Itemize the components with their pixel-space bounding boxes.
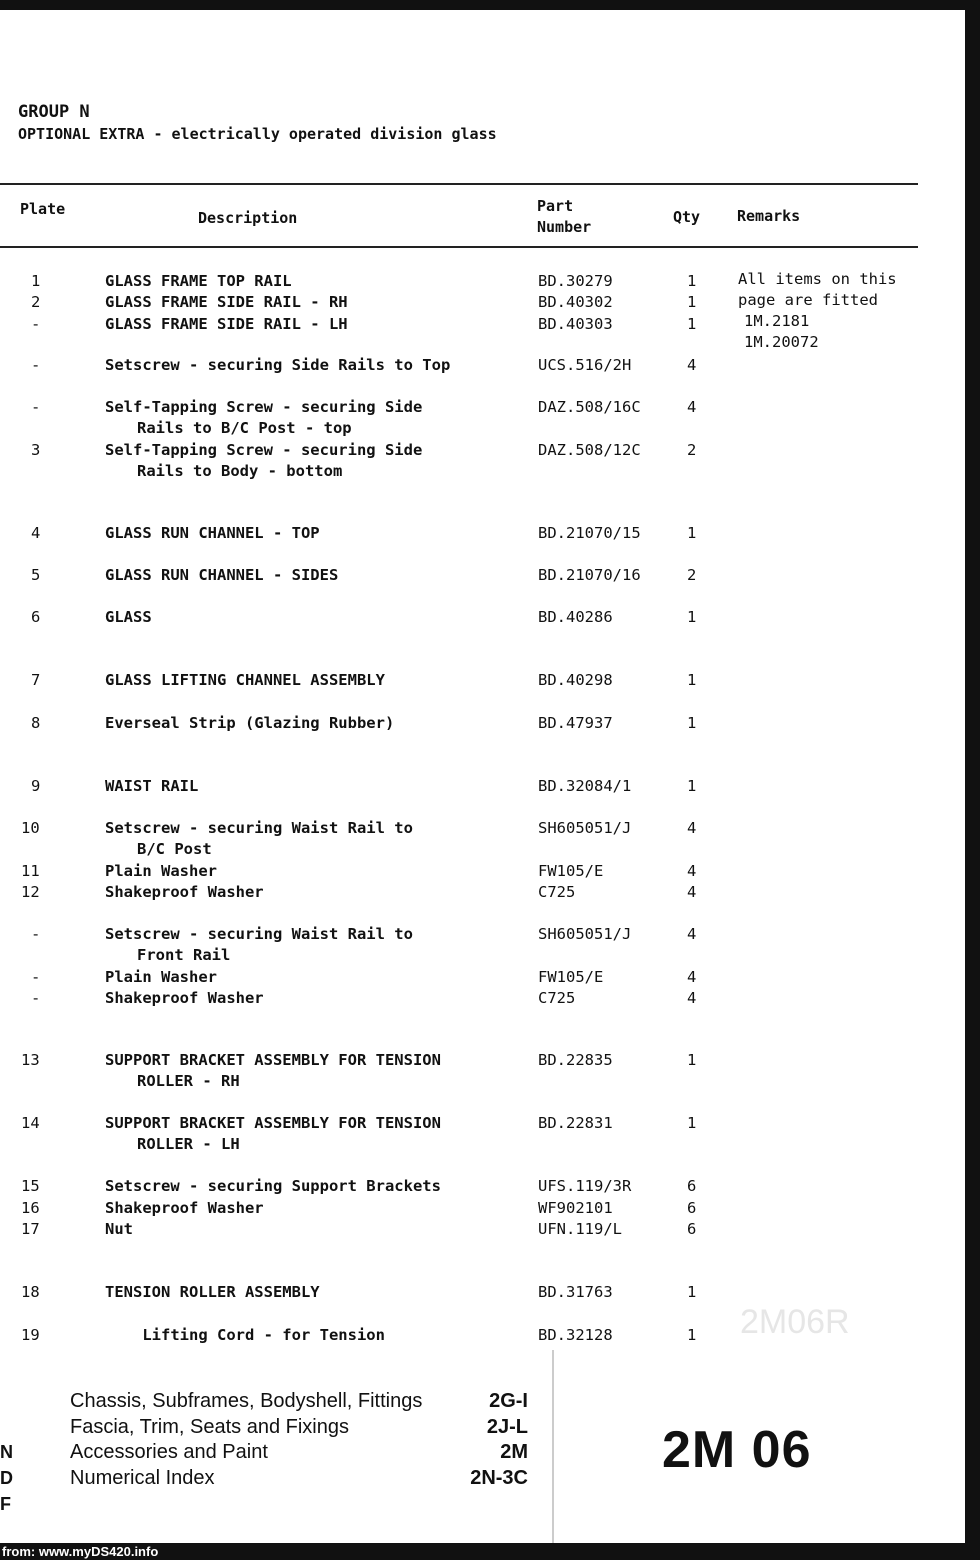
part-description: Plain Washer xyxy=(105,968,217,986)
quantity: 1 xyxy=(687,1326,697,1344)
header-rule-bottom xyxy=(0,246,918,248)
part-number: BD.31763 xyxy=(538,1283,613,1301)
quantity: 1 xyxy=(687,1051,697,1069)
remark-line: page are fitted xyxy=(738,291,878,309)
side-letter: D xyxy=(0,1468,13,1488)
part-description: GLASS FRAME SIDE RAIL - RH xyxy=(105,293,348,311)
quantity: 1 xyxy=(687,608,697,626)
part-description: Lifting Cord - for Tension xyxy=(105,1326,385,1344)
part-description: SUPPORT BRACKET ASSEMBLY FOR TENSION xyxy=(105,1051,441,1069)
part-number: C725 xyxy=(538,989,576,1007)
plate-number: 10 xyxy=(21,819,40,837)
index-label-chassis: Chassis, Subframes, Bodyshell, Fittings xyxy=(70,1390,423,1412)
part-description: Setscrew - securing Waist Rail to xyxy=(105,819,413,837)
quantity: 2 xyxy=(687,566,697,584)
column-header-qty: Qty xyxy=(673,208,701,226)
part-number: FW105/E xyxy=(538,968,604,986)
plate-number: 16 xyxy=(21,1199,40,1217)
quantity: 1 xyxy=(687,1283,697,1301)
quantity: 1 xyxy=(687,315,697,333)
fiche-index-footer xyxy=(0,1350,560,1543)
quantity: 4 xyxy=(687,883,697,901)
part-description: Shakeproof Washer xyxy=(105,883,264,901)
part-number: BD.21070/15 xyxy=(538,524,641,542)
part-number: DAZ.508/12C xyxy=(538,441,641,459)
quantity: 1 xyxy=(687,777,697,795)
source-credit: from: www.myDS420.info xyxy=(2,1544,159,1559)
part-description-continued: Front Rail xyxy=(137,946,231,964)
part-description: TENSION ROLLER ASSEMBLY xyxy=(105,1283,320,1301)
plate-number: 1 xyxy=(31,272,41,290)
quantity: 4 xyxy=(687,862,697,880)
part-description: GLASS FRAME SIDE RAIL - LH xyxy=(105,315,348,333)
side-letter: N xyxy=(0,1442,13,1462)
part-description: Nut xyxy=(105,1220,133,1238)
part-description: GLASS FRAME TOP RAIL xyxy=(105,272,292,290)
index-label-accessories: Accessories and Paint xyxy=(70,1441,268,1463)
plate-number: 2 xyxy=(31,293,41,311)
part-number: WF902101 xyxy=(538,1199,613,1217)
part-number: SH605051/J xyxy=(538,925,632,943)
part-description-continued: ROLLER - RH xyxy=(137,1072,240,1090)
page-number: 2M 06 xyxy=(662,1421,812,1479)
quantity: 1 xyxy=(687,1114,697,1132)
plate-number: - xyxy=(31,989,41,1007)
quantity: 6 xyxy=(687,1220,697,1238)
part-description: SUPPORT BRACKET ASSEMBLY FOR TENSION xyxy=(105,1114,441,1132)
plate-number: - xyxy=(31,925,41,943)
part-number: UCS.516/2H xyxy=(538,356,632,374)
plate-number: 15 xyxy=(21,1177,40,1195)
index-code-fascia: 2J-L xyxy=(486,1416,528,1438)
parts-catalogue-page xyxy=(0,10,965,1543)
part-description-continued: ROLLER - LH xyxy=(137,1135,240,1153)
plate-number: 5 xyxy=(31,566,41,584)
index-code-accessories: 2M xyxy=(500,1441,528,1463)
plate-number: 14 xyxy=(21,1114,40,1132)
column-header-remarks: Remarks xyxy=(737,207,801,225)
group-subtitle: OPTIONAL EXTRA - electrically operated division glass xyxy=(18,125,497,143)
plate-number: 17 xyxy=(21,1220,40,1238)
plate-number: 11 xyxy=(21,862,40,880)
quantity: 6 xyxy=(687,1177,697,1195)
quantity: 1 xyxy=(687,293,697,311)
part-description: Shakeproof Washer xyxy=(105,1199,264,1217)
part-number: BD.32128 xyxy=(538,1326,613,1344)
part-description: Setscrew - securing Support Brackets xyxy=(105,1177,441,1195)
part-description: Setscrew - securing Waist Rail to xyxy=(105,925,413,943)
plate-number: - xyxy=(31,398,41,416)
plate-number: 19 xyxy=(21,1326,40,1344)
quantity: 4 xyxy=(687,925,697,943)
part-number: BD.40302 xyxy=(538,293,613,311)
plate-number: 3 xyxy=(31,441,41,459)
part-description: Shakeproof Washer xyxy=(105,989,264,1007)
part-number: BD.22835 xyxy=(538,1051,613,1069)
quantity: 1 xyxy=(687,671,697,689)
column-header-part-line1: Part xyxy=(537,197,574,215)
part-number: UFN.119/L xyxy=(538,1220,622,1238)
part-number: BD.47937 xyxy=(538,714,613,732)
part-number: BD.32084/1 xyxy=(538,777,632,795)
quantity: 4 xyxy=(687,356,697,374)
quantity: 2 xyxy=(687,441,697,459)
plate-number: - xyxy=(31,315,41,333)
quantity: 1 xyxy=(687,272,697,290)
part-description-continued: B/C Post xyxy=(137,840,212,858)
part-number: BD.40298 xyxy=(538,671,613,689)
column-header-plate: Plate xyxy=(20,200,66,218)
quantity: 4 xyxy=(687,398,697,416)
part-description: Self-Tapping Screw - securing Side xyxy=(105,441,423,459)
index-code-numerical: 2N-3C xyxy=(470,1467,528,1489)
plate-number: 13 xyxy=(21,1051,40,1069)
index-label-fascia: Fascia, Trim, Seats and Fixings xyxy=(70,1416,349,1438)
quantity: 1 xyxy=(687,714,697,732)
part-number: BD.21070/16 xyxy=(538,566,641,584)
part-description: Plain Washer xyxy=(105,862,217,880)
plate-number: 8 xyxy=(31,714,41,732)
plate-number: - xyxy=(31,356,41,374)
part-number: SH605051/J xyxy=(538,819,632,837)
plate-number: 9 xyxy=(31,777,41,795)
part-number: BD.30279 xyxy=(538,272,613,290)
plate-number: 7 xyxy=(31,671,41,689)
column-header-part-line2: Number xyxy=(537,218,592,236)
quantity: 1 xyxy=(687,524,697,542)
quantity: 4 xyxy=(687,819,697,837)
plate-number: 12 xyxy=(21,883,40,901)
index-label-numerical: Numerical Index xyxy=(70,1467,215,1489)
part-number: FW105/E xyxy=(538,862,604,880)
part-number: UFS.119/3R xyxy=(538,1177,632,1195)
part-description: Everseal Strip (Glazing Rubber) xyxy=(105,714,395,732)
part-description: GLASS RUN CHANNEL - SIDES xyxy=(105,566,339,584)
part-description: GLASS LIFTING CHANNEL ASSEMBLY xyxy=(105,671,385,689)
quantity: 6 xyxy=(687,1199,697,1217)
quantity: 4 xyxy=(687,968,697,986)
part-number: BD.40303 xyxy=(538,315,613,333)
column-header-description: Description xyxy=(198,209,298,227)
part-description: Setscrew - securing Side Rails to Top xyxy=(105,356,451,374)
remark-line: 1M.2181 xyxy=(744,312,810,330)
watermark: 2M06R xyxy=(740,1303,850,1341)
part-number: C725 xyxy=(538,883,576,901)
remark-line: All items on this xyxy=(738,270,897,288)
part-description-continued: Rails to Body - bottom xyxy=(137,462,343,480)
side-letter: F xyxy=(0,1494,11,1514)
plate-number: 6 xyxy=(31,608,41,626)
index-code-chassis: 2G-I xyxy=(489,1390,528,1412)
plate-number: 18 xyxy=(21,1283,40,1301)
plate-number: - xyxy=(31,968,41,986)
part-description: WAIST RAIL xyxy=(105,777,199,795)
quantity: 4 xyxy=(687,989,697,1007)
part-number: BD.22831 xyxy=(538,1114,613,1132)
part-description: GLASS RUN CHANNEL - TOP xyxy=(105,524,320,542)
plate-number: 4 xyxy=(31,524,41,542)
part-number: BD.40286 xyxy=(538,608,613,626)
header-rule-top xyxy=(0,183,918,185)
remark-line: 1M.20072 xyxy=(744,333,819,351)
part-description-continued: Rails to B/C Post - top xyxy=(137,419,352,437)
part-number: DAZ.508/16C xyxy=(538,398,641,416)
part-description: Self-Tapping Screw - securing Side xyxy=(105,398,423,416)
group-title: GROUP N xyxy=(18,102,90,122)
part-description: GLASS xyxy=(105,608,152,626)
